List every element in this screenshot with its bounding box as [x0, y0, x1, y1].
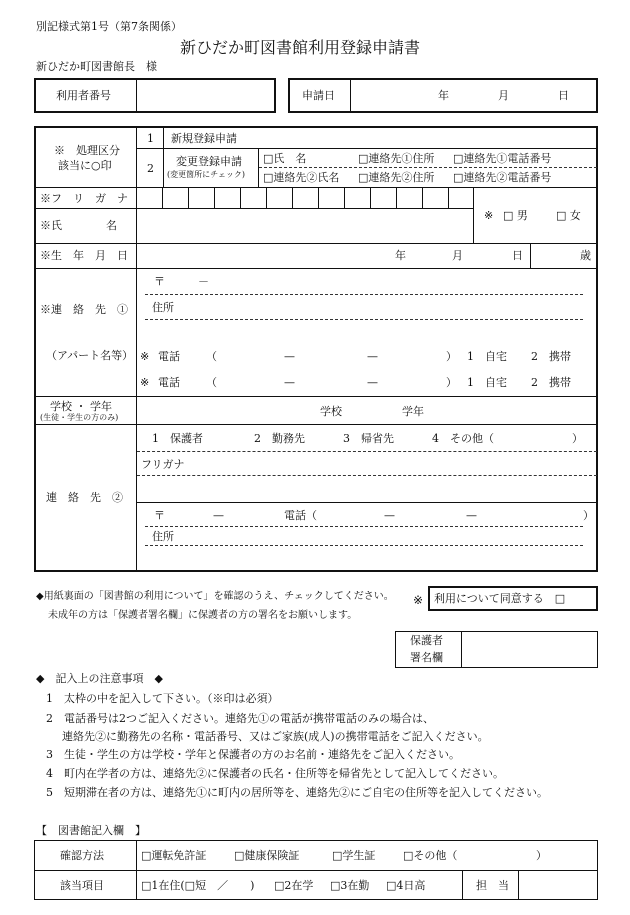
processing-sublabel: 該当に○印 — [58, 159, 112, 172]
change-contact2-address-checkbox[interactable]: □連絡先②住所 — [358, 171, 435, 184]
method-license[interactable]: □運転免許証 — [141, 849, 207, 862]
user-number-label: 利用者番号 — [56, 89, 111, 102]
apply-date-field[interactable] — [352, 80, 596, 111]
contact1-label: ※連 絡 先 ① — [40, 303, 128, 316]
age-field[interactable] — [532, 245, 576, 267]
apply-date-label: 申請日 — [302, 89, 335, 102]
item-school[interactable]: □2在学 — [274, 879, 314, 892]
contact2-other-option[interactable]: 4 その他（ — [432, 432, 494, 445]
change-registration-option[interactable]: 変更登録申請 — [176, 155, 242, 168]
gender-female-checkbox[interactable]: □ 女 — [556, 209, 581, 222]
form-number: 別記様式第1号（第7条関係） — [36, 20, 182, 33]
school-label: 学校 ・ 学年 — [50, 400, 112, 413]
contact2-furigana-field[interactable] — [200, 455, 590, 471]
change-contact1-address-checkbox[interactable]: □連絡先①住所 — [358, 152, 435, 165]
note-item: 1 太枠の中を記入して下さい。（※印は必須） — [46, 692, 279, 705]
contact2-guardian-option[interactable]: 1 保護者 — [152, 432, 203, 445]
birth-date-field[interactable] — [138, 245, 528, 267]
item-hidaka[interactable]: □4日高 — [386, 879, 426, 892]
page-title: 新ひだか町図書館利用登録申請書 — [180, 38, 421, 57]
name-label: ※氏 名 — [40, 219, 117, 232]
user-number-field[interactable] — [138, 80, 274, 111]
method-insurance[interactable]: □健康保険証 — [234, 849, 300, 862]
notice-line1: ◆用紙裏面の「図書館の利用について」を確認のうえ、チェックしてください。 — [36, 591, 394, 602]
furigana-label: ※フ リ ガ ナ — [40, 192, 128, 205]
contact2-postal[interactable]: 〒 — [154, 509, 165, 522]
note-item: 連絡先②に勤務先の名称・電話番号、又はご家族(成人)の携帯電話をご記入ください。 — [62, 730, 489, 743]
contact1-postal[interactable]: 〒 － — [154, 275, 209, 288]
change-name-checkbox[interactable]: □氏 名 — [263, 152, 307, 165]
note-item: 5 短期滞在者の方は、連絡先①に町内の居所等を、連絡先②にご自宅の住所等を記入してください。 — [46, 786, 548, 799]
note-item: 2 電話番号は2つご記入ください。連絡先①の電話が携帯電話のみの場合は、 — [46, 712, 434, 725]
contact2-phone-field[interactable] — [326, 507, 578, 523]
contact2-address-label: 住所 — [152, 530, 174, 543]
processing-label: ※ 処理区分 — [54, 144, 120, 157]
gender-male-checkbox[interactable]: □ 男 — [503, 209, 528, 222]
contact1-apartment: （アパート名等） — [46, 349, 134, 362]
school-field[interactable] — [138, 398, 596, 422]
name-field[interactable] — [138, 210, 472, 242]
staff-label: 担 当 — [476, 879, 509, 892]
contact2-phone-label: 電話（ — [284, 509, 317, 522]
addressee: 新ひだか町図書館長 様 — [36, 60, 157, 73]
notice-line2: 未成年の方は「保護者署名欄」に保護者の方の署名をお願いします。 — [48, 610, 358, 621]
contact2-address-field[interactable] — [180, 529, 580, 545]
apply-month: 月 — [498, 89, 509, 102]
contact2-home-option[interactable]: 3 帰省先 — [343, 432, 394, 445]
note-item: 4 町内在学者の方は、連絡先②に保護者の氏名・住所等を帰省先として記入してください。 — [46, 767, 504, 780]
contact2-label: 連 絡 先 ② — [46, 491, 123, 504]
item-label: 該当項目 — [60, 879, 104, 892]
contact1-phone1-home[interactable]: 1 自宅 — [467, 350, 507, 363]
contact2-work-option[interactable]: 2 勤務先 — [254, 432, 305, 445]
change-contact2-phone-checkbox[interactable]: □連絡先②電話番号 — [453, 171, 552, 184]
staff-field[interactable] — [520, 872, 596, 898]
change-note: (変更箇所にチェック) — [167, 170, 246, 179]
furigana-field[interactable] — [138, 189, 472, 207]
contact1-phone2-label: 電話 — [158, 376, 180, 389]
contact2-furigana-label: フリガナ — [141, 458, 185, 471]
school-note: (生徒・学生の方のみ) — [40, 413, 119, 422]
item-work[interactable]: □3在勤 — [330, 879, 370, 892]
contact1-address-field[interactable] — [180, 300, 580, 318]
notes-title: ◆ 記入上の注意事項 ◆ — [36, 672, 163, 685]
method-student[interactable]: □学生証 — [332, 849, 376, 862]
change-contact1-phone-checkbox[interactable]: □連絡先①電話番号 — [453, 152, 552, 165]
apply-day: 日 — [558, 89, 569, 102]
agree-checkbox[interactable]: 利用について同意する □ — [434, 592, 566, 605]
method-label: 確認方法 — [60, 849, 104, 862]
contact1-phone1-mobile[interactable]: 2 携帯 — [531, 350, 571, 363]
contact1-phone2-home[interactable]: 1 自宅 — [467, 376, 507, 389]
change-contact2-name-checkbox[interactable]: □連絡先②氏名 — [263, 171, 340, 184]
contact1-phone1-label: 電話 — [158, 350, 180, 363]
item-resident[interactable]: □1在住(□短 ／ ) — [141, 879, 255, 892]
apply-year: 年 — [438, 89, 449, 102]
birth-label: ※生 年 月 日 — [40, 249, 128, 262]
contact1-phone2-field[interactable] — [215, 375, 443, 391]
guardian-signature-field[interactable] — [463, 633, 596, 666]
library-section-title: 【 図書館記入欄 】 — [36, 824, 146, 837]
note-item: 3 生徒・学生の方は学校・学年と保護者の方のお名前・連絡先をご記入ください。 — [46, 748, 460, 761]
contact1-phone2-mobile[interactable]: 2 携帯 — [531, 376, 571, 389]
method-other[interactable]: □その他（ — [403, 849, 458, 862]
contact2-name-field[interactable] — [140, 478, 594, 500]
contact1-address-label: 住所 — [152, 301, 174, 314]
contact1-phone1-field[interactable] — [215, 349, 443, 365]
new-registration-option[interactable]: 新規登録申請 — [171, 132, 237, 145]
